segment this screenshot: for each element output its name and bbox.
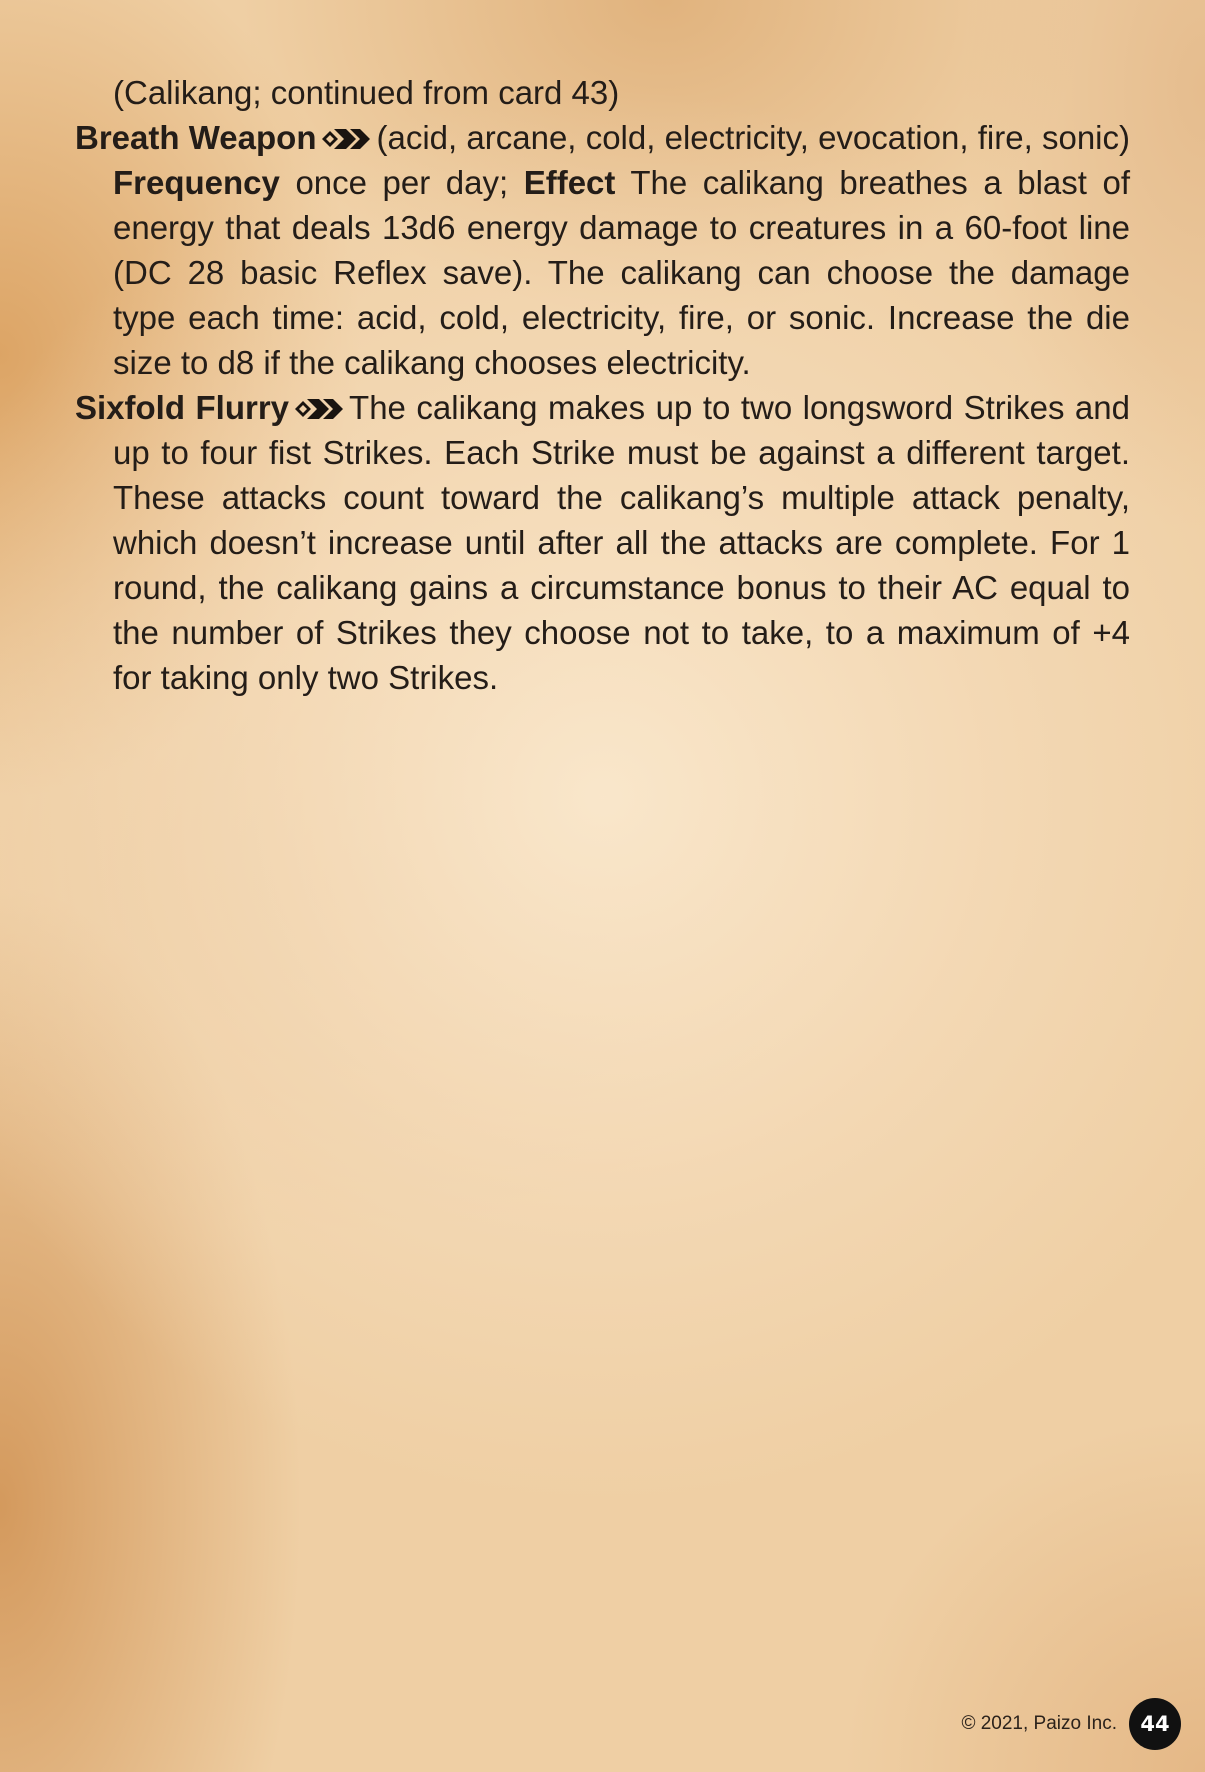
ability-breath-weapon	[75, 115, 1130, 385]
frequency-label: Frequency	[113, 164, 280, 201]
ability-name: Sixfold Flurry	[75, 389, 290, 426]
copyright-notice: © 2021, Paizo Inc.	[961, 1713, 1117, 1734]
effect-label: Effect	[523, 164, 616, 201]
ability-sixfold-flurry	[75, 385, 1130, 700]
card-text	[75, 70, 1130, 700]
continuation-note: (Calikang; continued from card 43)	[113, 74, 620, 111]
effect-text: The calikang breathes a blast of energy that deals 13d6 energy damage to creatures in a 60-foot line (DC 28 basic Reflex save). The calikang can choose the damage type each time: acid, cold, electricity, fire, or sonic. Increase the die size to d8 if the calikang chooses electricity.	[113, 164, 1130, 381]
ability-name: Breath Weapon	[75, 119, 317, 156]
ability-text: The calikang makes up to two longsword Strikes and up to four fist Strikes. Each Strike must be against a different target. These attacks count toward the calikang’s multiple attack penalty, which doesn’t increase until after all the attacks are complete. For 1 round, the calikang gains a circumstance bonus to their AC equal to the number of Strikes they choose not to take, to a maximum of +4 for taking only two Strikes.	[113, 389, 1130, 696]
page-number-badge: 44	[1129, 1698, 1181, 1750]
two-actions-icon	[320, 126, 372, 152]
frequency-text: once per day;	[295, 164, 509, 201]
ability-traits: (acid, arcane, cold, electricity, evocation, fire, sonic)	[376, 119, 1130, 156]
two-actions-icon	[293, 396, 345, 422]
card-footer	[961, 1698, 1181, 1750]
